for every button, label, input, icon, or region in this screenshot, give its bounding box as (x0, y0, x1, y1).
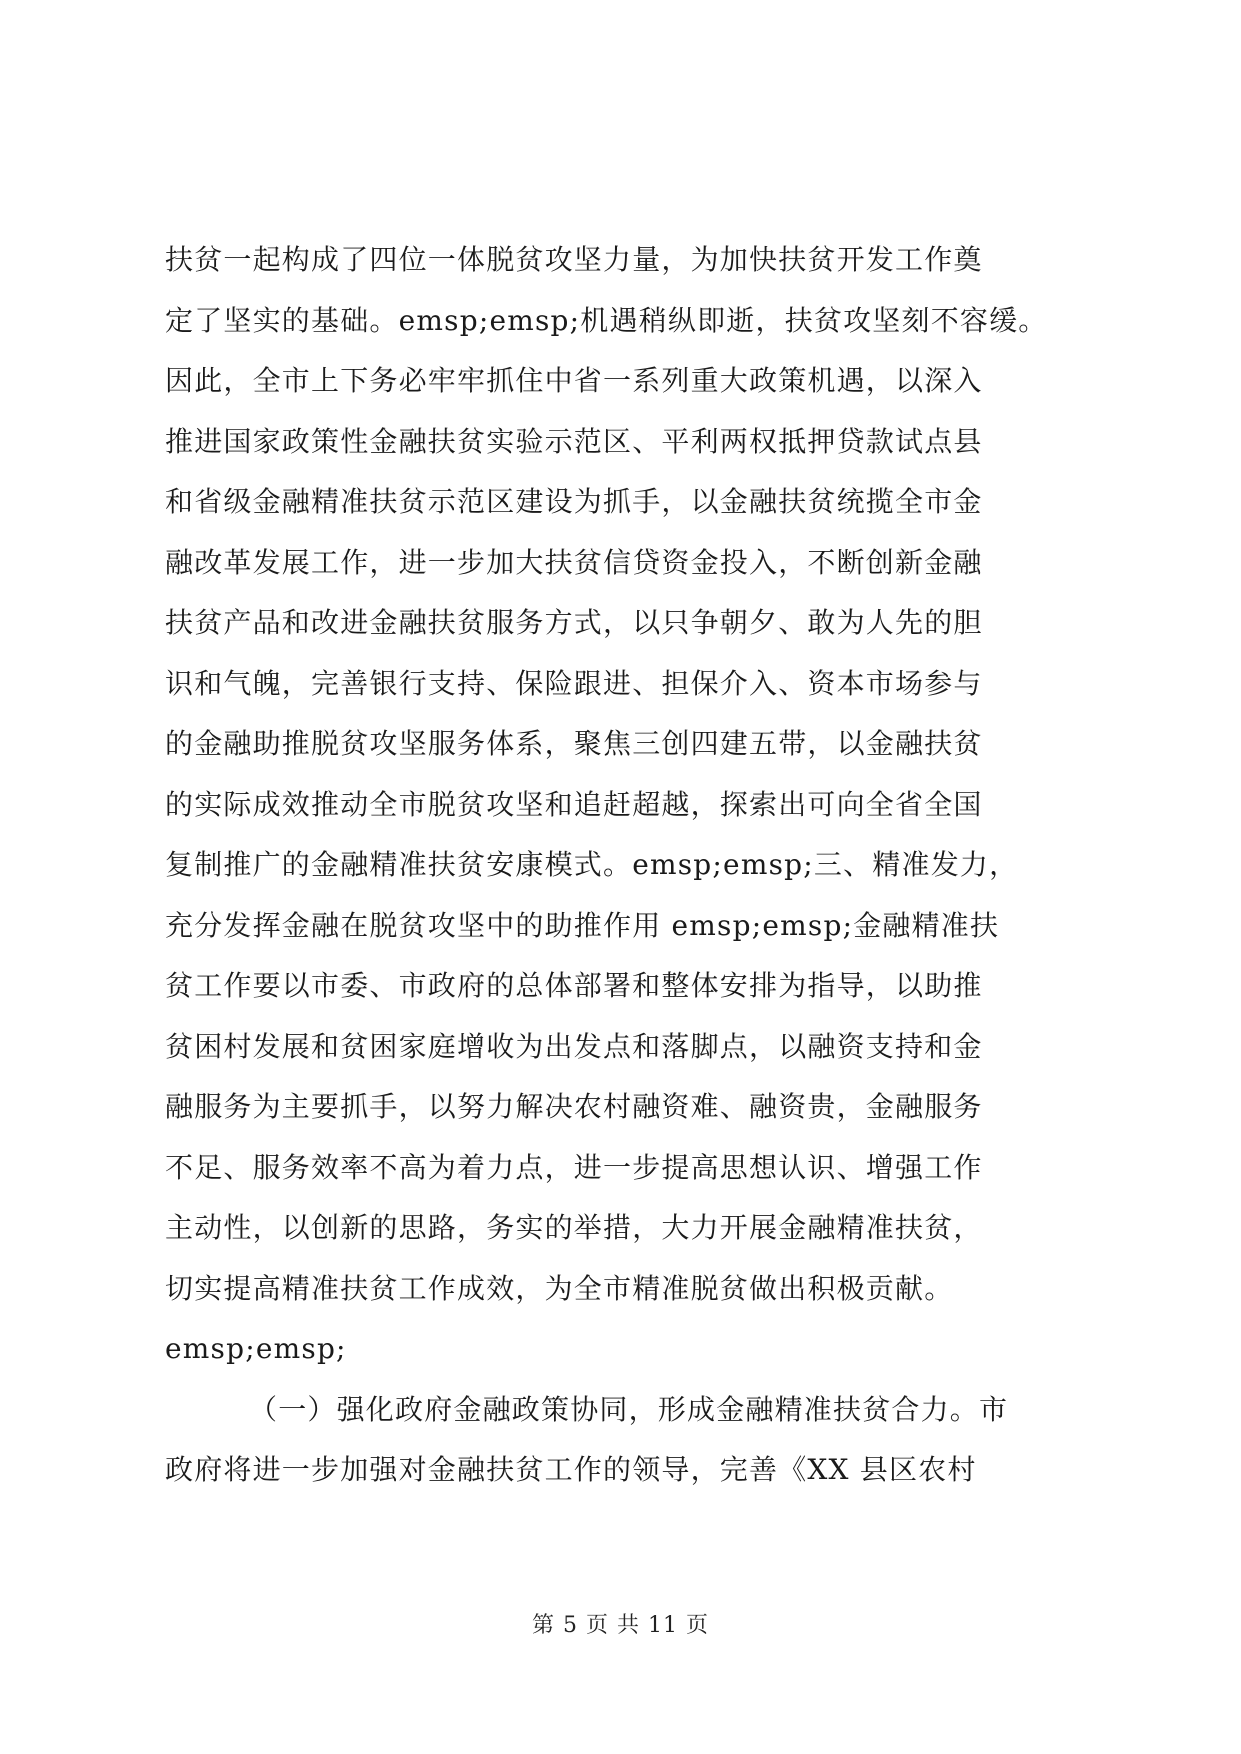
text-line: 政府将进一步加强对金融扶贫工作的领导，完善《XX 县区农村 (165, 1453, 977, 1486)
text-line: 充分发挥金融在脱贫攻坚中的助推作用 emsp;emsp;金融精准扶 (165, 908, 1000, 942)
text-line: 融服务为主要抓手，以努力解决农村融资难、融资贵，金融服务 (165, 1090, 983, 1123)
page-number-footer: 第 5 页 共 11 页 (532, 1613, 709, 1638)
text-line: 定了坚实的基础。emsp;emsp;机遇稍纵即逝，扶贫攻坚刻不容缓。 (165, 303, 1048, 337)
text-line: 推进国家政策性金融扶贫实验示范区、平利两权抵押贷款试点县 (165, 424, 983, 458)
body-text (165, 230, 1085, 1501)
text-line: 不足、服务效率不高为着力点，进一步提高思想认识、增强工作 (165, 1150, 983, 1184)
text-line: 融改革发展工作，进一步加大扶贫信贷资金投入，不断创新金融 (165, 545, 983, 579)
text-line: 贫工作要以市委、市政府的总体部署和整体安排为指导，以助推 (165, 969, 983, 1002)
text-line: 贫困村发展和贫困家庭增收为出发点和落脚点，以融资支持和金 (165, 1029, 983, 1063)
text-line: emsp;emsp; (165, 1332, 347, 1365)
text-line: 主动性，以创新的思路，务实的举措，大力开展金融精准扶贫， (165, 1211, 983, 1244)
text-line: 的实际成效推动全市脱贫攻坚和追赶超越，探索出可向全省全国 (165, 787, 983, 821)
text-line: 识和气魄，完善银行支持、保险跟进、担保介入、资本市场参与 (165, 666, 983, 700)
text-line: 复制推广的金融精准扶贫安康模式。emsp;emsp;三、精准发力， (165, 848, 1019, 881)
text-line: 扶贫产品和改进金融扶贫服务方式，以只争朝夕、敢为人先的胆 (165, 606, 983, 639)
text-line: 因此，全市上下务必牢牢抓住中省一系列重大政策机遇，以深入 (165, 364, 983, 397)
text-line: 和省级金融精准扶贫示范区建设为抓手，以金融扶贫统揽全市金 (165, 485, 983, 518)
text-line: 的金融助推脱贫攻坚服务体系，聚焦三创四建五带，以金融扶贫 (165, 727, 983, 760)
text-line: 切实提高精准扶贫工作成效，为全市精准脱贫做出积极贡献。 (165, 1271, 954, 1305)
text-line: 扶贫一起构成了四位一体脱贫攻坚力量，为加快扶贫开发工作奠 (165, 243, 983, 276)
section-heading-line: （一）强化政府金融政策协同，形成金融精准扶贫合力。市 (249, 1392, 1009, 1426)
